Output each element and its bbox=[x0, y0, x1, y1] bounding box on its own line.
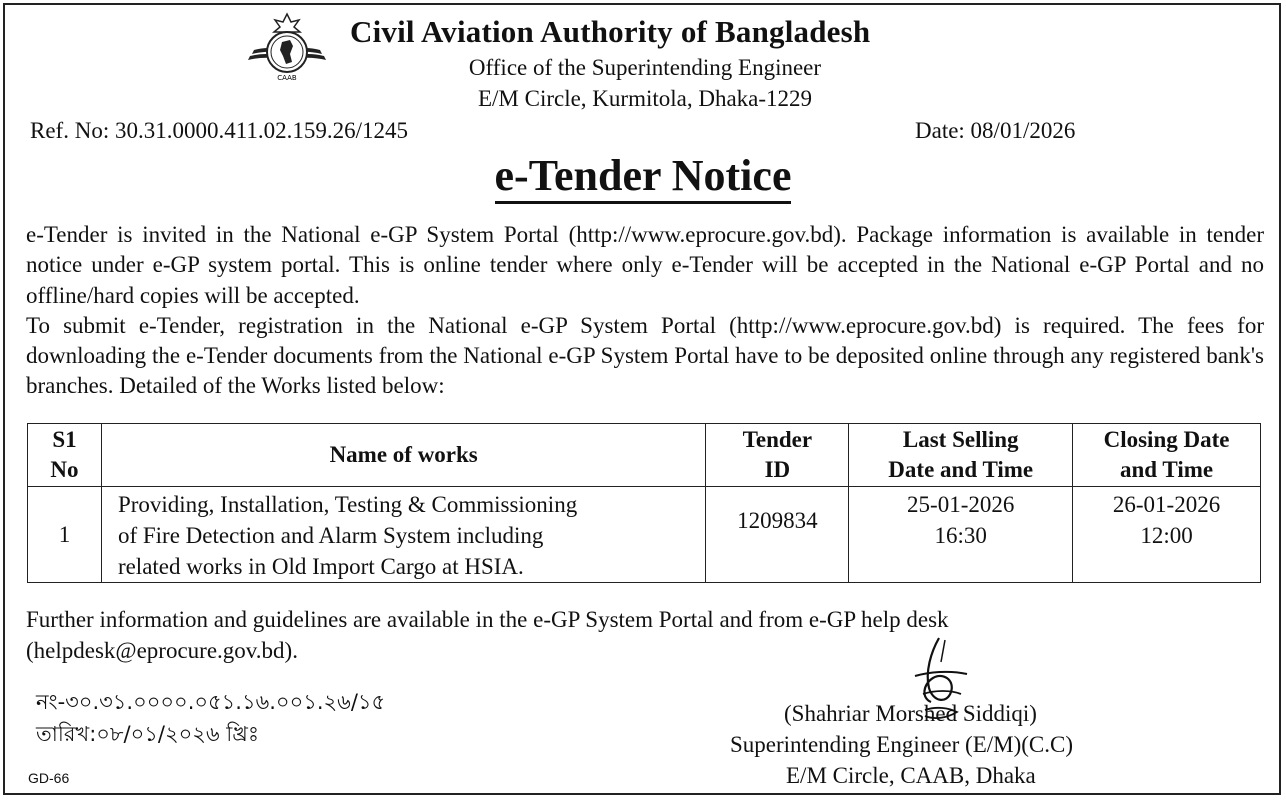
office-name: Office of the Superintending Engineer bbox=[468, 55, 822, 80]
signatory-office: E/M Circle, CAAB, Dhaka bbox=[786, 763, 1036, 788]
further-info: Further information and guidelines are available in the e-GP System Portal and from e-GP help desk (helpdesk@eprocure.gov.bd). bbox=[26, 607, 949, 663]
cell-name-of-works: Providing, Installation, Testing & Commissioning of Fire Detection and Alarm System including related works in Old Import Cargo at HSIA. bbox=[101, 487, 705, 583]
table-header-row bbox=[28, 424, 1261, 487]
notice-body bbox=[26, 220, 1264, 402]
table-row bbox=[28, 487, 1261, 583]
header-closing: Closing Date and Time bbox=[1073, 424, 1261, 487]
bangla-memo-date: তারিখ:০৮/০১/২০২৬ খ্রিঃ bbox=[36, 722, 260, 746]
cell-last-selling: 25-01-2026 16:30 bbox=[849, 487, 1073, 583]
works-table bbox=[27, 423, 1261, 583]
header-tender-id: Tender ID bbox=[706, 424, 849, 487]
header-name-of-works: Name of works bbox=[101, 424, 705, 487]
svg-text:CAAB: CAAB bbox=[277, 74, 297, 82]
reference-number: Ref. No: 30.31.0000.411.02.159.26/1245 bbox=[30, 118, 408, 143]
cell-closing: 26-01-2026 12:00 bbox=[1073, 487, 1261, 583]
body-paragraph-2: To submit e-Tender, registration in the National e-GP System Portal (http://www.eprocure.gov.bd) is required. The fees for downloading the e-Tender documents from the National e-GP System Portal have to be deposited online through any registered bank's branches. Detailed of the Works listed below: bbox=[26, 312, 1264, 399]
footer-code: GD-66 bbox=[28, 770, 70, 786]
office-address: E/M Circle, Kurmitola, Dhaka-1229 bbox=[477, 86, 813, 111]
body-paragraph-1: e-Tender is invited in the National e-GP System Portal (http://www.eprocure.gov.bd). Package information is available in tender notice under e-GP system portal. This is online tender where only e-Tender will be accepted in the National e-GP Portal and no offline/hard copies will be accepted. bbox=[26, 222, 1264, 308]
organization-name: Civil Aviation Authority of Bangladesh bbox=[350, 14, 871, 49]
notice-date: Date: 08/01/2026 bbox=[915, 118, 1076, 143]
header-sl-no: S1 No bbox=[28, 424, 102, 487]
cell-sl: 1 bbox=[28, 487, 102, 583]
signatory-name: (Shahriar Morshed Siddiqi) bbox=[784, 701, 1037, 726]
bangla-memo-number: নং-৩০.৩১.০০০০.০৫১.১৬.০০১.২৬/১৫ bbox=[36, 690, 386, 714]
header-last-selling: Last Selling Date and Time bbox=[849, 424, 1073, 487]
cell-tender-id: 1209834 bbox=[706, 487, 849, 583]
signatory-designation: Superintending Engineer (E/M)(C.C) bbox=[730, 732, 1074, 757]
page-title: e-Tender Notice bbox=[0, 150, 1286, 201]
